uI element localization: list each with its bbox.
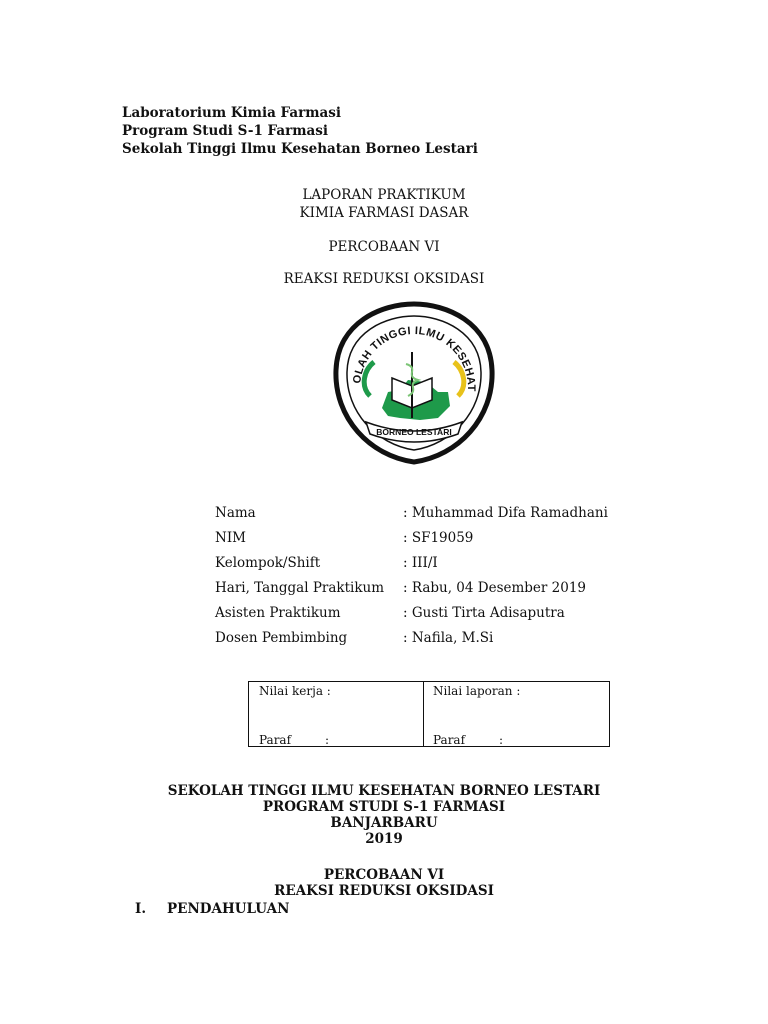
footer-institution [0,783,768,847]
section-number: I. [135,901,147,917]
report-grade-label: Nilai laporan : [433,684,521,698]
info-value: : III/I [403,555,438,571]
sign-left-colon: : [325,733,330,747]
experiment-topic: REAKSI REDUKSI OKSIDASI [283,271,485,287]
school-logo [330,300,498,468]
sign-left-label: Paraf [259,733,292,747]
info-value: : Nafila, M.Si [403,630,494,646]
info-value: : Rabu, 04 Desember 2019 [403,580,587,596]
footer-year: 2019 [365,831,403,847]
experiment-number: PERCOBAAN VI [328,239,440,255]
second-title-topic: REAKSI REDUKSI OKSIDASI [274,883,494,899]
info-label: NIM [215,530,246,546]
sign-right-label: Paraf [433,733,466,747]
footer-school: SEKOLAH TINGGI ILMU KESEHATAN BORNEO LESTARI [167,783,601,799]
second-page-title [0,867,768,899]
footer-city: BANJARBARU [330,815,438,831]
info-label: Nama [215,505,256,521]
work-grade-label: Nilai kerja : [259,684,331,698]
info-value: : Muhammad Difa Ramadhani [403,505,608,521]
sign-right-colon: : [499,733,504,747]
section-title: PENDAHULUAN [167,901,290,917]
logo-ribbon-text: BORNEO LESTARI [376,427,452,437]
section-heading [135,901,289,917]
table-divider [423,682,424,746]
second-title-experiment: PERCOBAAN VI [323,867,445,883]
report-title [0,186,768,222]
info-label: Hari, Tanggal Praktikum [215,580,385,596]
info-label: Asisten Praktikum [215,605,341,621]
title-line-2: KIMIA FARMASI DASAR [299,205,469,221]
info-value: : SF19059 [403,530,474,546]
header-school: Sekolah Tinggi Ilmu Kesehatan Borneo Lestari [122,141,478,157]
header-program: Program Studi S-1 Farmasi [122,123,329,139]
institution-header [122,104,478,158]
info-label: Kelompok/Shift [215,555,321,571]
logo-arc-text: OLAH TINGGI ILMU KESEHAT [351,324,478,392]
info-value: : Gusti Tirta Adisaputra [403,605,565,621]
info-label: Dosen Pembimbing [215,630,348,646]
header-lab: Laboratorium Kimia Farmasi [122,105,342,121]
title-line-1: LAPORAN PRAKTIKUM [302,187,466,203]
grade-table [248,681,610,747]
footer-program: PROGRAM STUDI S-1 FARMASI [262,799,506,815]
logo-emblem [330,300,498,468]
